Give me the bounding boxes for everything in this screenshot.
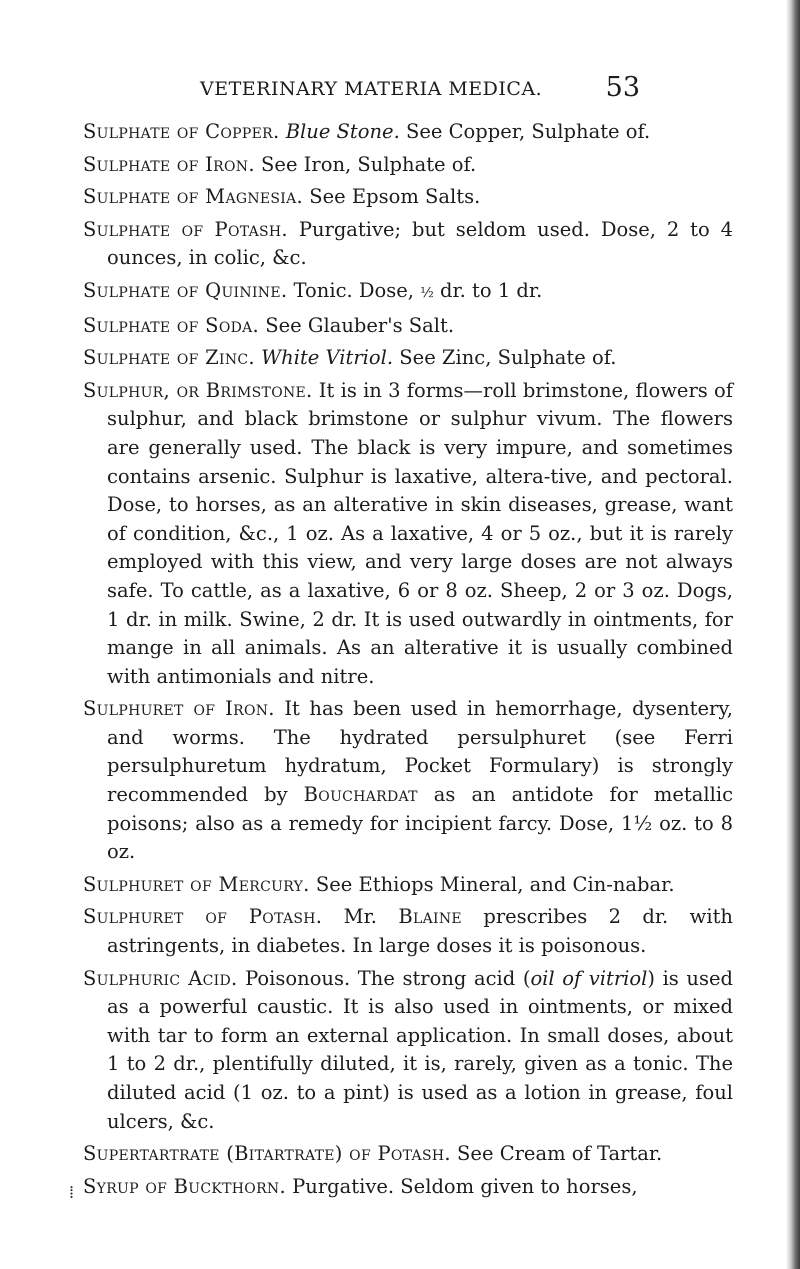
entry-text-after: as an antidote for metallic poisons; also as a remedy for incipient farcy. Dose, 1½ oz. to 8 oz.	[107, 783, 733, 864]
entry-term: Supertartrate (Bitartrate) of Potash.	[83, 1142, 451, 1166]
entry-sulphate-of-potash	[83, 216, 733, 273]
entry-term: Sulphate of Magnesia.	[83, 185, 304, 209]
entry-sulphate-of-zinc	[83, 344, 733, 373]
entry-text: See Cream of Tartar.	[450, 1142, 663, 1166]
entry-italic: Blue Stone.	[285, 120, 400, 143]
entry-term: Sulphuric Acid.	[83, 966, 238, 990]
entry-text: Mr.	[322, 905, 399, 929]
entry-text: Purgative; but seldom used. Dose, 2 to 4 ounces, in colic, &c.	[107, 217, 733, 270]
entry-term: Sulphate of Iron.	[83, 152, 255, 176]
page-edge-shadow	[786, 0, 800, 1269]
dictionary-body	[83, 118, 733, 1205]
entry-sulphuret-of-mercury	[83, 871, 733, 900]
entry-text-after: prescribes 2 dr. with astringents, in diabetes. In large doses it is poisonous.	[107, 905, 733, 958]
entry-text: Tonic. Dose,	[287, 278, 421, 302]
entry-term: Sulphate of Potash.	[83, 217, 288, 241]
entry-text: See Iron, Sulphate of.	[254, 152, 477, 176]
entry-term: Sulphuret of Iron.	[83, 697, 275, 721]
entry-term: Sulphate of Zinc.	[83, 346, 255, 370]
entry-text-after: ) is used as a powerful caustic. It is also used in ointments, or mixed with tar to form an external application. In small doses, about 1 to 2 dr., plentifully diluted, it is, rarely, given as a tonic. The diluted acid (1 oz. to a pint) is used as a lotion in grease, foul ulcers, &c.	[107, 966, 733, 1133]
entry-sulphate-of-soda	[83, 312, 733, 341]
entry-sulphate-of-magnesia	[83, 183, 733, 212]
entry-supertartrate-of-potash	[83, 1140, 733, 1169]
entry-italic: White Vitriol.	[261, 346, 394, 370]
entry-italic: oil of vitriol	[530, 966, 648, 990]
entry-sulphuret-of-iron	[83, 695, 733, 867]
entry-text: Purgative. Seldom given to horses,	[285, 1174, 638, 1198]
entry-text: See Zinc, Sulphate of.	[393, 346, 617, 370]
entry-term: Sulphate of Soda.	[83, 313, 260, 337]
entry-text: Poisonous. The strong acid (	[237, 966, 531, 990]
entry-text: It is in 3 forms—roll brimstone, flowers of sulphur, and black brimstone or sulphur vivum. The flowers are generally used. The black is very impure, and sometimes contains arsenic. Sulphur is laxative, altera-tive, and pectoral. Dose, to horses, as an alterative in skin diseases, grease, want of condition, &c., 1 oz. As a laxative, 4 or 5 oz., but it is rarely employed with this view, and very large doses are not always safe. To cattle, as a laxative, 6 or 8 oz. Sheep, 2 or 3 oz. Dogs, 1 dr. in milk. Swine, 2 dr. It is used outwardly in ointments, for mange in all animals. As an alterative it is usually combined with antimonials and nitre.	[107, 378, 733, 688]
entry-syrup-of-buckthorn	[83, 1173, 733, 1202]
entry-text: See Ethiops Mineral, and Cin-nabar.	[309, 872, 675, 896]
page-number: 53	[605, 72, 640, 103]
entry-sulphuret-of-potash	[83, 903, 733, 960]
entry-term: Syrup of Buckthorn.	[83, 1174, 286, 1198]
entry-term: Sulphuret of Potash.	[83, 905, 323, 929]
entry-text: See Copper, Sulphate of.	[399, 120, 651, 143]
entry-term: Sulphate of Quinine.	[83, 278, 288, 302]
entry-sulphate-of-iron	[83, 151, 733, 180]
stray-ink-mark: ⁞	[69, 1182, 75, 1203]
entry-text: It has been used in hemorrhage, dysentery, and worms. The hydrated persulphuret (see Ferri persulphuretum hydratum, Pocket Formulary) is strongly recommended by	[107, 697, 734, 807]
entry-text-after: dr. to 1 dr.	[433, 278, 543, 302]
entry-sulphuric-acid	[83, 965, 733, 1137]
running-head: VETERINARY MATERIA MEDICA.	[200, 78, 543, 100]
entry-text: See Epsom Salts.	[303, 185, 481, 209]
entry-term: Sulphur, or Brimstone.	[83, 378, 313, 402]
entry-term: Sulphuret of Mercury.	[83, 872, 310, 896]
entry-author-name: Blaine	[398, 905, 462, 929]
entry-author-name: Bouchardat	[303, 783, 418, 807]
entry-sulphate-of-quinine	[83, 277, 733, 308]
entry-sulphate-of-copper	[83, 118, 733, 147]
entry-text: See Glauber's Salt.	[259, 313, 455, 337]
entry-term: Sulphate of Copper.	[83, 120, 280, 143]
entry-sulphur-or-brimstone	[83, 377, 733, 692]
page-header	[100, 72, 640, 108]
entry-fraction: ½	[420, 284, 434, 301]
